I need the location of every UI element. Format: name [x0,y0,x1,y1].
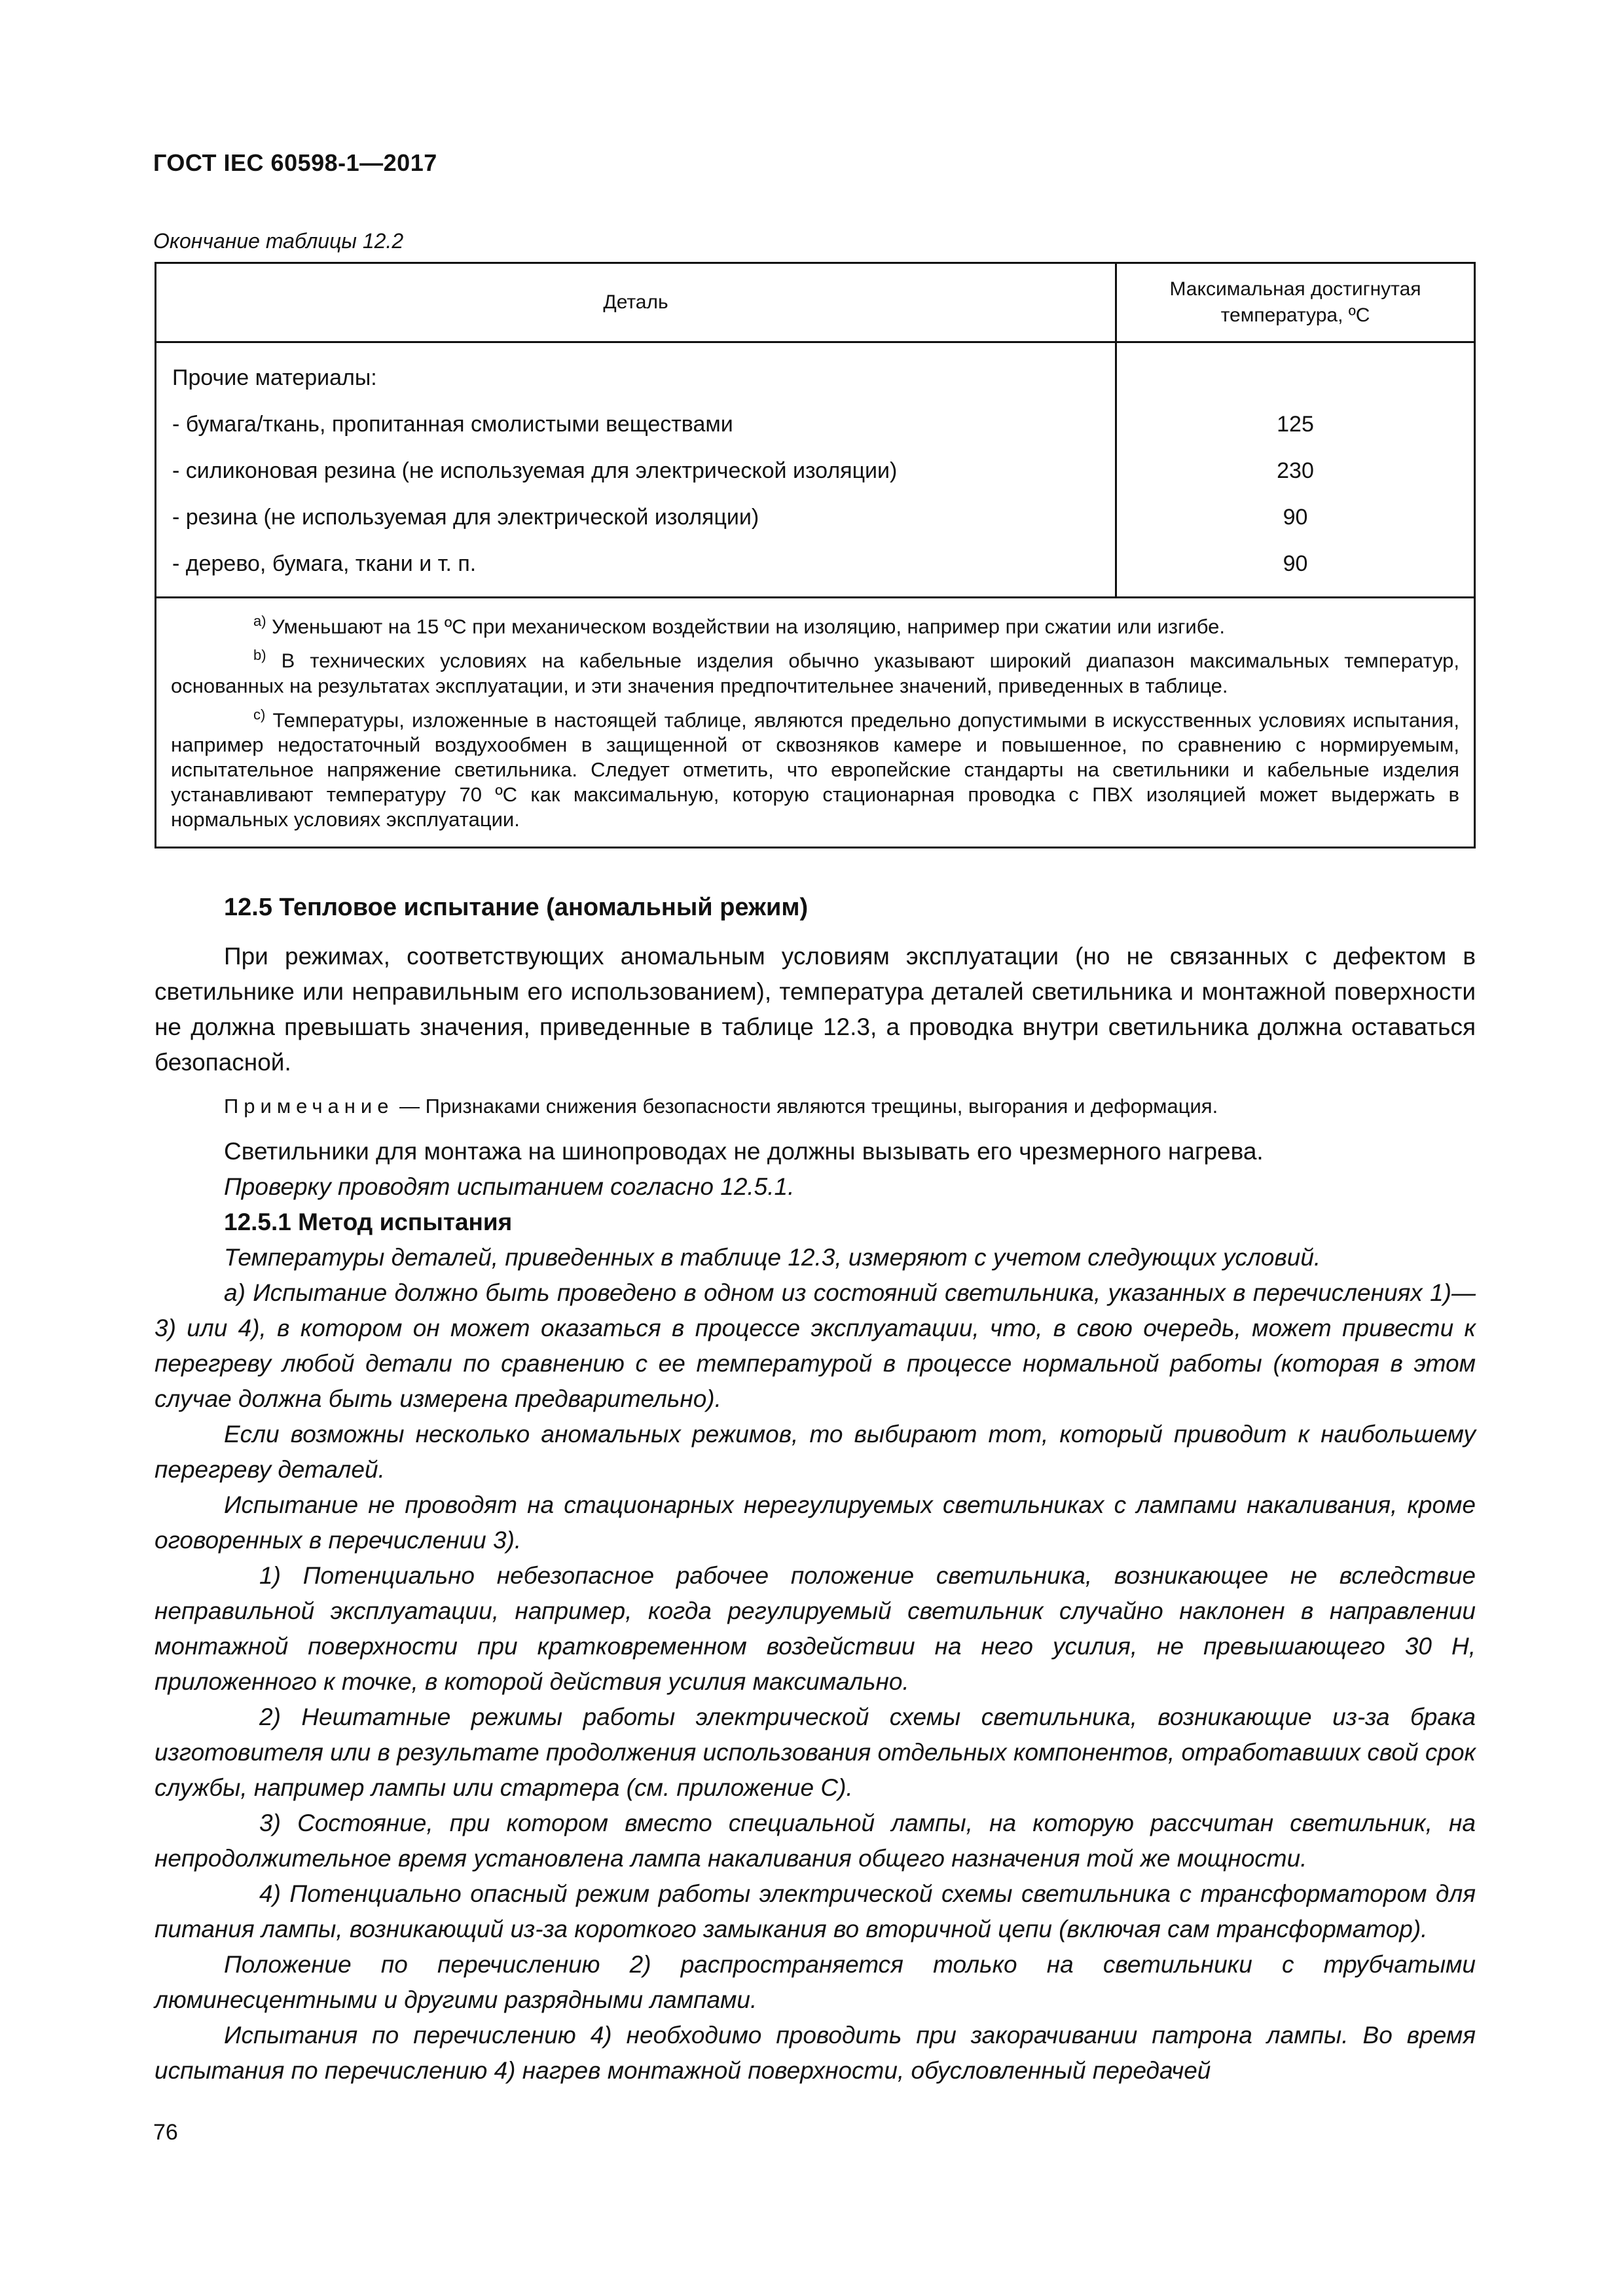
footnote-text: Уменьшают на 15 ºC при механическом воздействии на изоляцию, например при сжатии или изгибе. [266,615,1225,638]
column-header-temperature-line1: Максимальная достигнутая [1169,278,1421,300]
section-content [155,894,1476,2088]
page-number: 76 [153,2120,178,2145]
table-cell-temperature: 90 [1283,505,1308,530]
footnote-mark: c) [253,706,266,723]
temperature-column [1117,343,1474,596]
column-header-temperature-line2: температура, ºC [1220,304,1370,326]
paragraph-italic: Испытание не проводят на стационарных нерегулируемых светильниках с лампами накаливания, кроме оговоренных в перечислении 3). [155,1491,1476,1554]
subsection-heading: 12.5.1 Метод испытания [224,1209,513,1235]
footnote-text: Температуры, изложенные в настоящей таблице, являются предельно допустимыми в искусственных условиях испытания, например недостаточный воздухообмен в защищенной от сквозняков камере и повышенное, по сравнению с нормируемым, испытательное напряжение светильника. Следует отметить, что европейские стандарты на светильники и кабельные изделия устанавливают температуру 70 ºC как максимальную, которую стационарная проводка с ПВХ изоляцией может выдержать в нормальных условиях эксплуатации. [171,708,1459,831]
paragraph-italic: Если возможны несколько аномальных режимов, то выбирают тот, который приводит к наибольшему перегреву деталей. [155,1421,1476,1483]
table-header [156,264,1474,343]
footnote-text: В технических условиях на кабельные изделия обычно указывают широкий диапазон максимальных температур, основанных на результатах эксплуатации, и эти значения предпочтительнее значений, приведенных в таблице. [171,649,1459,697]
footnote-c [171,702,1459,832]
paragraph-italic: Испытания по перечислению 4) необходимо проводить при закорачивании патрона лампы. Во время испытания по перечислению 4) нагрев монтажной поверхности, обусловленный передачей [155,2022,1476,2084]
paragraph-italic: а) Испытание должно быть проведено в одном из состояний светильника, указанных в перечислениях 1)—3) или 4), в котором он может оказаться в процессе эксплуатации, что, в свою очередь, может привести к перегреву любой детали по сравнению с ее температурой в процессе нормальной работы (которая в этом случае должна быть измерена предварительно). [155,1279,1476,1412]
temperature-table [155,262,1476,848]
table-cell-detail: Прочие материалы: [172,365,377,390]
list-item: 2) Нештатные режимы работы электрической схемы светильника, возникающие из-за брака изготовителя или в результате продолжения использования отдельных компонентов, отработавших свой срок службы, например лампы или стартера (см. приложение С). [155,1704,1476,1801]
footnote-mark: b) [253,647,266,664]
list-item: 3) Состояние, при котором вместо специальной лампы, на которую рассчитан светильник, на непродолжительное время установлена лампа накаливания общего назначения той же мощности. [155,1810,1476,1872]
table-cell-temperature [1117,355,1474,401]
table-cell-temperature: 90 [1283,551,1308,576]
list-item: 4) Потенциально опасный режим работы электрической схемы светильника с трансформатором для питания лампы, возникающий из-за короткого замыкания во вторичной цепи (включая сам трансформатор). [155,1880,1476,1942]
footnote-a [171,609,1459,639]
note-text: — Признаками снижения безопасности являются трещины, выгорания и деформация. [393,1095,1218,1118]
paragraph-italic: Температуры деталей, приведенных в таблице 12.3, измеряют с учетом следующих условий. [224,1244,1321,1271]
note [155,1092,1476,1121]
table-cell-detail: - резина (не используемая для электрической изоляции) [172,505,759,530]
section-heading: 12.5 Тепловое испытание (аномальный режим) [224,894,809,921]
note-label: Примечание [224,1095,394,1118]
footnote-mark: a) [253,613,266,629]
paragraph-italic: Положение по перечислению 2) распространяется только на светильники с трубчатыми люминесцентными и другими разрядными лампами. [155,1951,1476,2013]
table-cell-temperature: 230 [1277,458,1314,483]
paragraph: При режимах, соответствующих аномальным условиям эксплуатации (но не связанных с дефектом в светильнике или неправильным его использованием), температура деталей светильника и монтажной поверхности не должна превышать значения, приведенные в таблице 12.3, а проводка внутри светильника должна оставаться безопасной. [155,943,1476,1076]
table-cell-detail: - дерево, бумага, ткани и т. п. [172,551,477,576]
footnote-b [171,643,1459,698]
detail-column [156,343,1117,596]
table-footnotes [156,598,1474,847]
table-caption: Окончание таблицы 12.2 [153,229,404,253]
table-cell-detail: - бумага/ткань, пропитанная смолистыми веществами [172,412,733,437]
paragraph: Светильники для монтажа на шинопроводах не должны вызывать его чрезмерного нагрева. [224,1138,1264,1165]
column-header-temperature [1117,264,1474,341]
list-item: 1) Потенциально небезопасное рабочее положение светильника, возникающее не вследствие неправильной эксплуатации, например, когда регулируемый светильник случайно наклонен в направлении монтажной поверхности при кратковременном воздействии на него усилия, не превышающего 30 Н, приложенного к точке, в которой действия усилия максимально. [155,1562,1476,1695]
table-cell-temperature: 125 [1277,412,1314,437]
document-header: ГОСТ IEC 60598-1—2017 [153,149,437,176]
table-body [156,343,1474,598]
paragraph-italic: Проверку проводят испытанием согласно 12.5.1. [224,1173,795,1200]
table-cell-detail: - силиконовая резина (не используемая для электрической изоляции) [172,458,898,483]
column-header-detail: Деталь [156,264,1117,341]
